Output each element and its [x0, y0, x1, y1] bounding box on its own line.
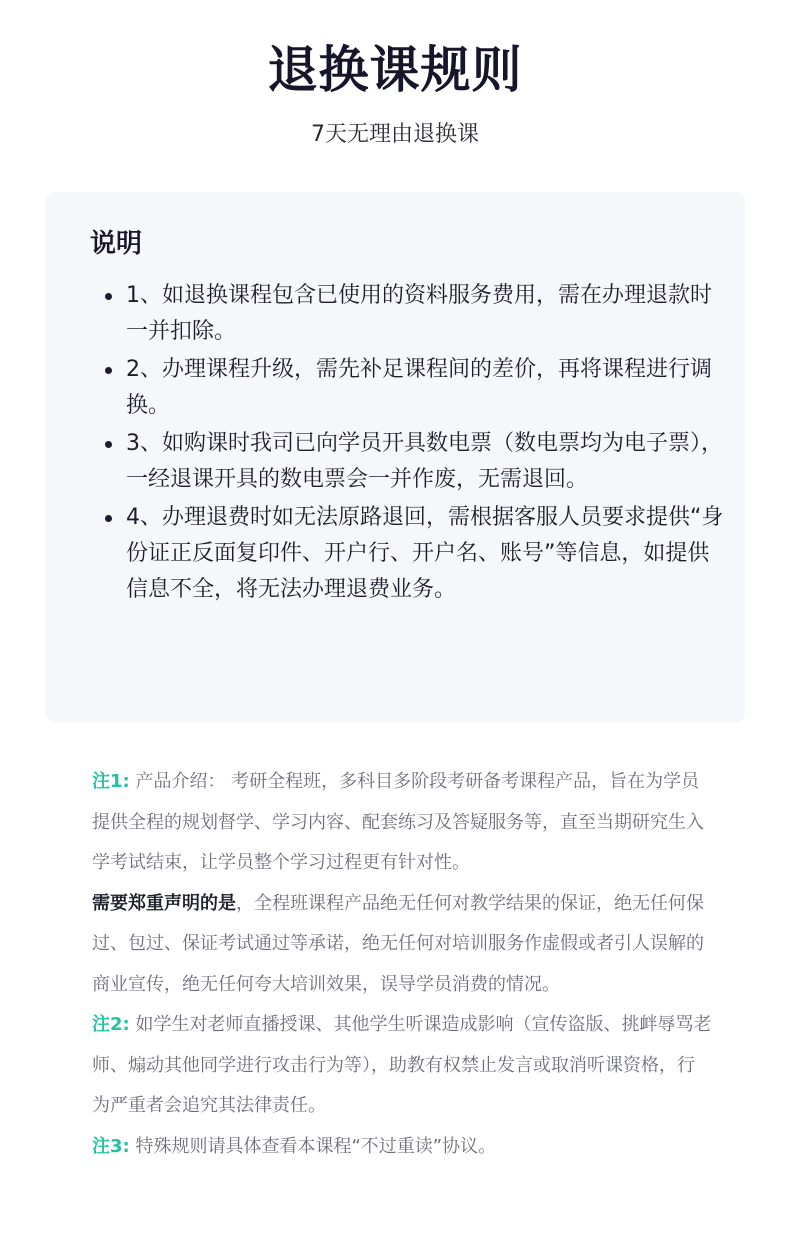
note-text: 产品介绍： 考研全程班，多科目多阶段考研备考课程产品，旨在为学员提供全程的规划督学、学习内容、配套练习及答疑服务等，直至当期研究生入学考试结束，让学员整个学习过程更有针对性。 — [92, 771, 704, 873]
page-title: 退换课规则 — [267, 41, 523, 99]
explanation-card — [45, 192, 745, 722]
rule-text: 4、办理退费时如无法原路退回，需根据客服人员要求提供“身份证正反面复印件、开户行、开户名、账号”等信息，如提供信息不全，将无法办理退费业务。 — [126, 505, 724, 602]
note-label: 注3: — [92, 1135, 130, 1157]
note-label: 注2: — [92, 1014, 130, 1035]
rule-text: 2、办理课程升级，需先补足课程间的差价，再将课程进行调换。 — [126, 357, 712, 418]
bullet-icon — [105, 293, 112, 300]
page-subtitle: 7天无理由退换课 — [311, 122, 479, 147]
declaration-text: ，全程班课程产品绝无任何对教学结果的保证，绝无任何保过、包过、保证考试通过等承诺，绝无任何对培训服务作虚假或者引人误解的商业宣传，绝无任何夸大培训效果，误导学员消费的情况。 — [92, 892, 704, 995]
declaration — [92, 884, 712, 1006]
list-item — [105, 500, 725, 608]
bullet-icon — [105, 515, 112, 522]
rule-text: 1、如退换课程包含已使用的资料服务费用，需在办理退款时一并扣除。 — [126, 283, 712, 344]
notes-section — [92, 762, 712, 1167]
rules-list — [105, 278, 725, 610]
note-label: 注1: — [92, 771, 130, 792]
bullet-icon — [105, 441, 112, 448]
note-2 — [92, 1005, 712, 1127]
note-text: 如学生对老师直播授课、其他学生听课造成影响（宣传盗版、挑衅辱骂老师、煽动其他同学进行攻击行为等），助教有权禁止发言或取消听课资格，行为严重者会追究其法律责任。 — [92, 1014, 712, 1116]
list-item — [105, 352, 725, 424]
list-item — [105, 278, 725, 350]
note-1 — [92, 762, 712, 884]
declaration-lead: 需要郑重声明的是 — [92, 892, 236, 914]
note-text: 特殊规则请具体查看本课程“不过重读”协议。 — [129, 1135, 497, 1157]
bullet-icon — [105, 367, 112, 374]
note-3 — [92, 1127, 712, 1168]
explanation-heading: 说明 — [90, 229, 143, 259]
rule-text: 3、如购课时我司已向学员开具数电票（数电票均为电子票），一经退课开具的数电票会一并作废，无需退回。 — [126, 431, 723, 492]
list-item — [105, 426, 725, 498]
